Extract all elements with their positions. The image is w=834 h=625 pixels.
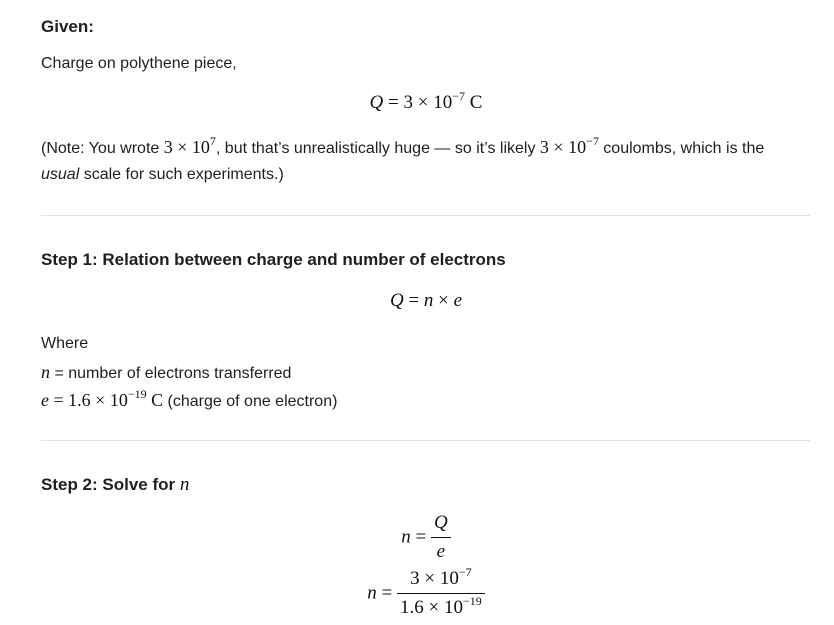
note-line2-rest: scale for such experiments.) <box>79 166 284 183</box>
fraction-numerator: $3 \times 10^{-7}$ <box>410 565 472 589</box>
eq-equals: = <box>415 526 427 548</box>
note-emphasis: usual <box>41 166 80 183</box>
given-charge-equation <box>0 89 834 114</box>
e-math: $e = 1.6 \times 10^{-19}$ C <box>41 387 164 410</box>
given-heading: Given: <box>41 17 94 36</box>
step1-equation <box>0 290 834 312</box>
n-var: n <box>41 362 50 382</box>
fraction-values <box>397 565 485 619</box>
given-intro: Charge on polythene piece, <box>41 55 237 72</box>
divider-1 <box>41 215 810 216</box>
eq-base: 10 <box>433 92 453 113</box>
note-prefix: (Note: You wrote <box>41 140 164 157</box>
eq-var-n: n <box>367 582 377 604</box>
note-math-2: $3 \times 10^{-7}$ <box>539 134 599 157</box>
note-line-1 <box>41 134 765 159</box>
note-suffix: coulombs, which is the <box>598 140 765 157</box>
eq-equals: = <box>381 582 393 604</box>
fraction-numerator: Q <box>433 512 448 533</box>
fraction-q-over-e <box>431 512 451 563</box>
eq-unit: C <box>469 92 483 113</box>
eq-var-q: Q <box>389 290 404 311</box>
step1-heading: Step 1: Relation between charge and number of electrons <box>41 250 506 269</box>
divider-2 <box>41 440 810 441</box>
fraction-denominator: e <box>431 537 451 563</box>
e-definition <box>41 387 338 412</box>
eq-var-q: Q <box>369 92 384 113</box>
e-desc: (charge of one electron) <box>163 393 338 410</box>
step2-heading-text: Step 2: Solve for <box>41 475 180 494</box>
note-math-1: $3 \times 10^7$ <box>163 134 216 157</box>
eq-exp: −7 <box>452 89 465 103</box>
fraction-denominator: $1.6 \times 10^{-19}$ <box>397 593 485 619</box>
eq-var-e: e <box>453 290 463 311</box>
step2-heading <box>41 475 189 495</box>
eq-coef: 3 <box>403 92 413 113</box>
eq-times: × <box>438 290 449 311</box>
step2-equation-1 <box>0 512 834 563</box>
eq-equals: = <box>388 92 399 113</box>
n-desc: = number of electrons transferred <box>50 365 292 382</box>
note-line-2 <box>41 165 284 185</box>
eq-var-n: n <box>423 290 434 311</box>
n-definition <box>41 362 291 384</box>
step2-heading-var: n <box>179 474 190 495</box>
step2-equation-2 <box>0 565 834 619</box>
eq-var-n: n <box>401 526 411 548</box>
note-mid: , but that’s unrealistically huge — so it’s likely <box>215 140 540 157</box>
eq-equals: = <box>408 290 420 311</box>
eq-times: × <box>417 92 429 113</box>
where-label: Where <box>41 335 89 352</box>
